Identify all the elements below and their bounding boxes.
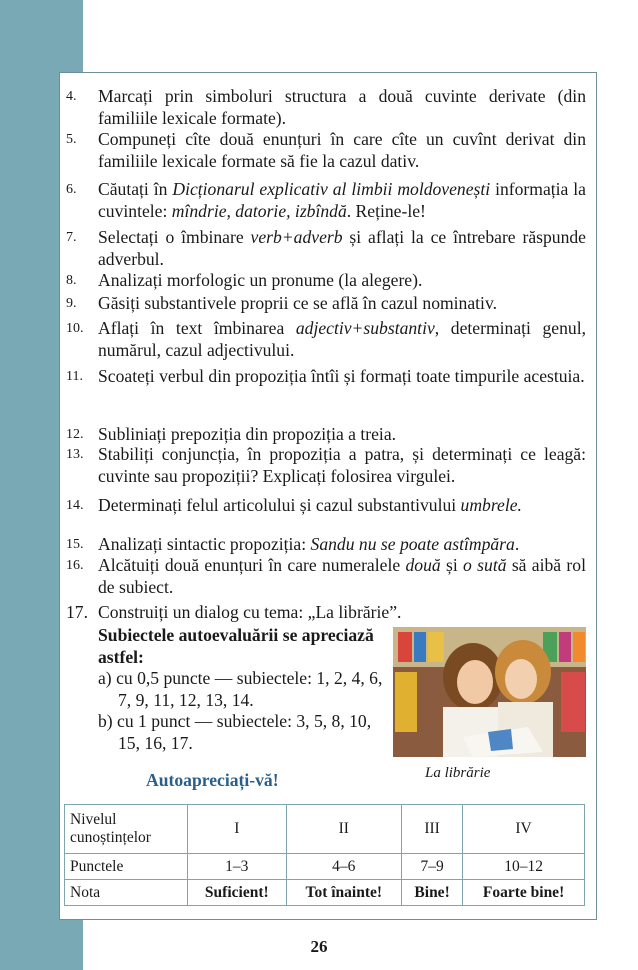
exercise-text	[98, 424, 586, 446]
exercise-text	[98, 227, 586, 270]
exercise-item	[66, 179, 586, 222]
text-run: Analizați sintactic propoziția:	[98, 534, 311, 554]
exercise-number: 7.	[66, 230, 77, 245]
text-run: Analizați morfologic un pronume (la alegere).	[98, 270, 423, 290]
text-run: să aibă rol de subiect.	[98, 555, 586, 597]
text-run: Aflați în text îmbinarea	[98, 318, 296, 338]
exercise-number: 6.	[66, 182, 77, 197]
italic-text: umbrele.	[460, 495, 522, 515]
exercise-item	[66, 318, 586, 361]
exercise-text	[98, 444, 586, 487]
exercise-text	[98, 270, 586, 292]
table-cell: Bine!	[402, 880, 463, 906]
table-row	[65, 805, 585, 854]
table-cell: Nivelul cunoștințelor	[65, 805, 188, 854]
text-run: și aflați la ce întrebare răspunde adverbul.	[98, 227, 586, 269]
text-run: Subliniați prepoziția din propoziția a treia.	[98, 424, 397, 444]
exercise-number: 13.	[66, 447, 84, 462]
exercise-text	[98, 318, 586, 361]
italic-text: mîndrie, datorie, izbîndă	[171, 200, 347, 221]
text-run: , determinați genul, numărul, cazul adjectivului.	[98, 318, 586, 360]
table-cell: III	[402, 805, 463, 854]
text-run: și	[440, 555, 464, 575]
exercise-number: 4.	[66, 89, 77, 104]
italic-text: verb+adverb	[250, 227, 343, 247]
grading-heading: Subiectele autoevaluării se apreciază astfel:	[98, 625, 374, 667]
italic-text: o sută	[463, 555, 507, 575]
exercise-number: 16.	[66, 558, 84, 573]
exercise-number: 8.	[66, 273, 77, 288]
exercise-number: 9.	[66, 296, 77, 311]
girls-reading-illustration	[393, 627, 586, 757]
exercise-number: 12.	[66, 427, 84, 442]
table-cell: IV	[463, 805, 585, 854]
exercise-text	[98, 179, 586, 222]
table-cell: I	[188, 805, 287, 854]
table-cell: Suficient!	[188, 880, 287, 906]
exercise-number: 14.	[66, 498, 84, 513]
grading-criteria	[98, 625, 390, 754]
self-evaluation-title: Autoapreciați-vă!	[146, 770, 279, 790]
table-cell: 1–3	[188, 854, 287, 880]
text-run: Alcătuiți două enunțuri în care numeralele	[98, 555, 406, 575]
table-row	[65, 854, 585, 880]
grading-table	[64, 804, 585, 906]
text-run: Găsiți substantivele proprii ce se află în cazul nominativ.	[98, 293, 497, 313]
italic-text: două	[405, 555, 441, 575]
exercise-item	[66, 227, 586, 270]
bookstore-photo	[393, 627, 586, 757]
exercise-text	[98, 86, 586, 129]
exercise-number: 10.	[66, 321, 84, 336]
page-number: 26	[310, 937, 328, 956]
italic-text: Sandu nu se poate astîmpăra	[310, 534, 515, 554]
text-run: . Reține-le!	[346, 200, 426, 221]
exercise-item	[66, 366, 586, 388]
exercise-text	[98, 555, 586, 598]
exercise-text	[98, 534, 586, 556]
text-run: Stabiliți conjuncția, în propoziția a patra, și determinați ce leagă: cuvinte sau propoziții? Explicați folosirea virgulei.	[98, 444, 586, 486]
text-run: Căutați în	[98, 179, 173, 199]
exercise-item	[66, 293, 586, 315]
text-run: Scoateți verbul din propoziția întîi și formați toate timpurile acestuia.	[98, 366, 585, 386]
exercise-item	[66, 602, 586, 624]
exercise-number: 11.	[66, 369, 83, 384]
exercise-item	[66, 86, 586, 129]
exercise-item	[66, 424, 586, 446]
table-cell: 7–9	[402, 854, 463, 880]
table-cell: Tot înainte!	[286, 880, 401, 906]
text-run: Determinați felul articolului și cazul substantivului	[98, 495, 461, 515]
text-run: Construiți un dialog cu tema: „La librărie”.	[98, 602, 402, 622]
exercise-item	[66, 555, 586, 598]
table-cell: 10–12	[463, 854, 585, 880]
grading-item-a: a) cu 0,5 puncte — subiectele: 1, 2, 4, 6, 7, 9, 11, 12, 13, 14.	[98, 668, 383, 710]
exercise-text	[98, 293, 586, 315]
exercise-text	[98, 366, 586, 388]
exercise-number: 15.	[66, 537, 84, 552]
exercise-text	[98, 129, 586, 172]
exercise-item	[66, 444, 586, 487]
text-run: .	[514, 534, 520, 554]
table-cell: Nota	[65, 880, 188, 906]
grading-item-b: b) cu 1 punct — subiectele: 3, 5, 8, 10, 15, 16, 17.	[98, 711, 372, 753]
table-cell: Foarte bine!	[463, 880, 585, 906]
exercise-item	[66, 270, 586, 292]
table-cell: 4–6	[286, 854, 401, 880]
photo-caption: La librărie	[425, 765, 491, 781]
exercise-item	[66, 534, 586, 556]
text-run: informația la cuvintele:	[98, 179, 586, 221]
exercise-number: 5.	[66, 132, 77, 147]
italic-text: adjectiv+substantiv	[295, 318, 435, 338]
text-run: Compuneți cîte două enunțuri în care cîte un cuvînt derivat din familiile lexicale formate să fie la cazul dativ.	[98, 129, 586, 171]
exercise-item	[66, 129, 586, 172]
exercise-item	[66, 495, 586, 517]
exercise-text	[98, 602, 586, 624]
table-row	[65, 880, 585, 906]
exercise-number: 17.	[66, 602, 88, 622]
text-run: Selectați o îmbinare	[98, 227, 251, 247]
table-cell: Punctele	[65, 854, 188, 880]
exercise-text	[98, 495, 586, 517]
italic-text: Dicționarul explicativ al limbii moldovenești	[172, 179, 491, 199]
text-run: Marcați prin simboluri structura a două cuvinte derivate (din familiile lexicale formate).	[98, 86, 586, 128]
table-cell: II	[286, 805, 401, 854]
